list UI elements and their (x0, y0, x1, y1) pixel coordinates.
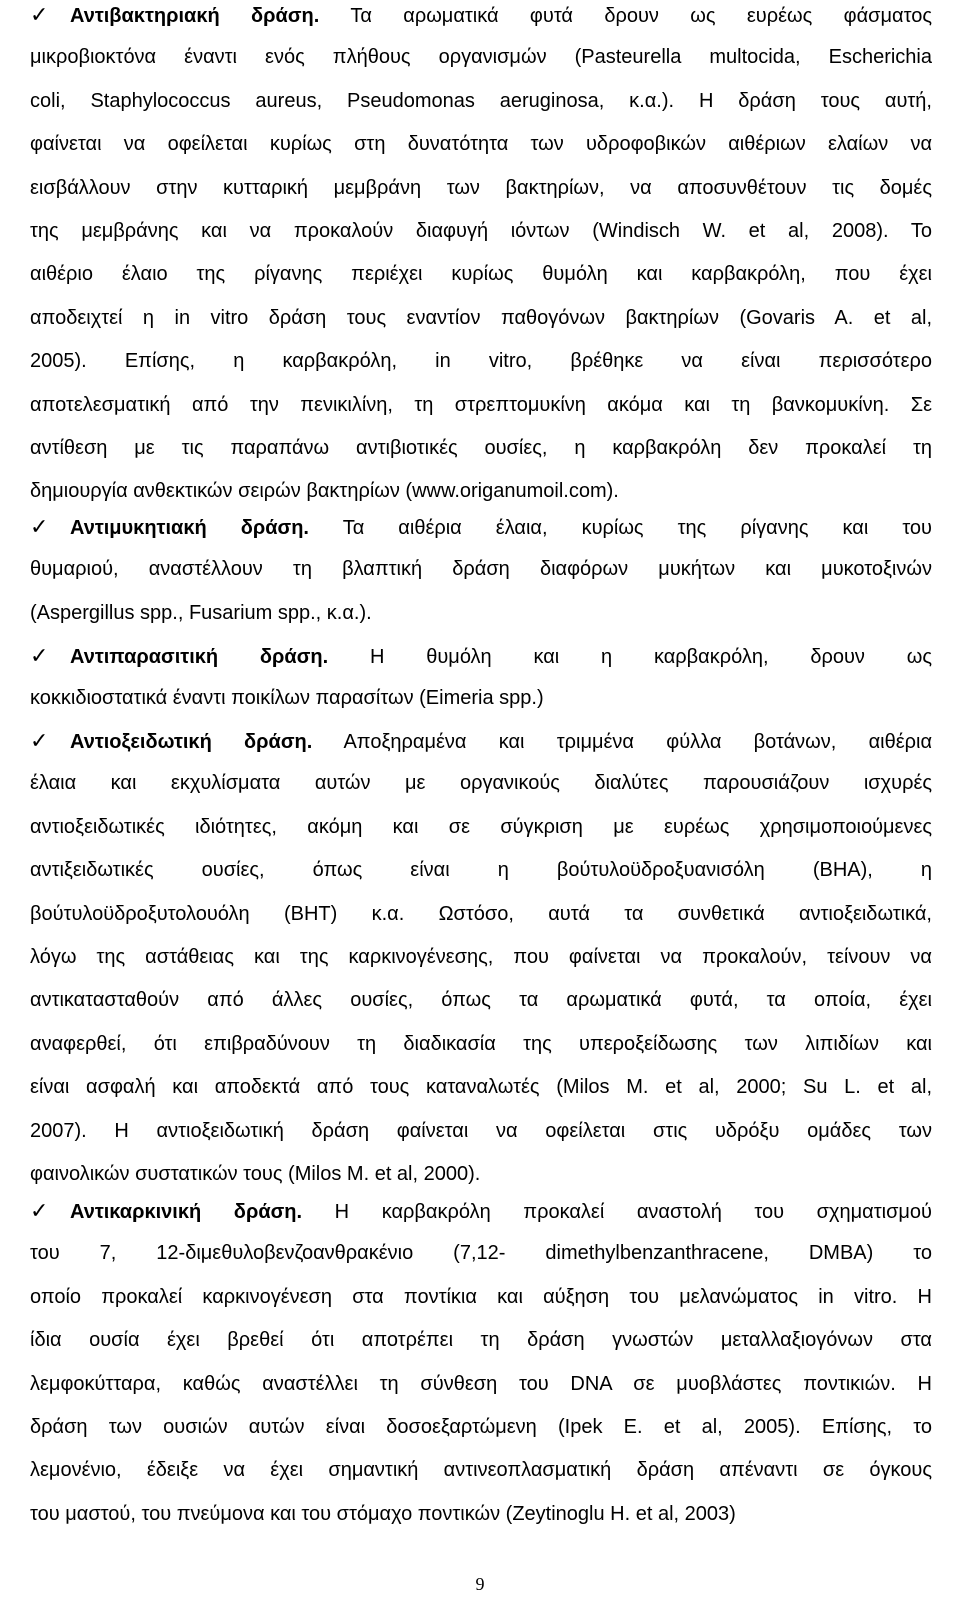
text-line: 2005). Επίσης, η καρβακρόλη, in vitro, βρέθηκε να είναι περισσότερο (30, 350, 932, 373)
text-line: ίδια ουσία έχει βρεθεί ότι αποτρέπει τη δράση γνωστών μεταλλαξιογόνων στα (30, 1329, 932, 1352)
check-mark-icon: ✓ (30, 643, 49, 668)
section-heading: Αντικαρκινική δράση. (70, 1201, 303, 1223)
text-line: θυμαριού, αναστέλλουν τη βλαπτική δράση διαφόρων μυκήτων και μυκοτοξινών (30, 558, 932, 581)
section-antiparasitic (30, 634, 932, 721)
text-line: δράση των ουσιών αυτών είναι δοσοεξαρτώμενη (Ipek E. et al, 2005). Επίσης, το (30, 1415, 932, 1438)
section-first-line: ✓ Αντιβακτηριακή δράση. Τα αρωματικά φυτά δρουν ως ευρέως φάσματος (30, 0, 932, 36)
text-line: αντιξειδωτικές ουσίες, όπως είναι η βούτυλοϋδροξυανισόλη (ΒΗΑ), η (30, 859, 932, 882)
section-antioxidant (30, 719, 932, 1196)
text-line: του 7, 12-διμεθυλοβενζοανθρακένιο (7,12- dimethylbenzanthracene, DMBA) το (30, 1242, 932, 1265)
text-line: εισβάλλουν στην κυτταρική μεμβράνη των βακτηρίων, να αποσυνθέτουν τις δομές (30, 176, 932, 199)
text-line: αιθέριο έλαιο της ρίγανης περιέχει κυρίως θυμόλη και καρβακρόλη, που έχει (30, 263, 932, 286)
section-first-line: ✓ Αντιοξειδωτική δράση. Αποξηραμένα και τριμμένα φύλλα βοτάνων, αιθέρια (30, 719, 932, 762)
text-line: μικροβιοκτόνα έναντι ενός πλήθους οργανισμών (Pasteurella multocida, Escherichia (30, 46, 932, 69)
section-first-line: ✓ Αντιπαρασιτική δράση. Η θυμόλη και η καρβακρόλη, δρουν ως (30, 634, 932, 677)
text-line: φαίνεται να οφείλεται κυρίως στη δυνατότητα των υδροφοβικών αιθέριων ελαίων να (30, 133, 932, 156)
text-line: λεμονένιο, έδειξε να έχει σημαντική αντινεοπλασματική δράση απέναντι σε όγκους (30, 1459, 932, 1482)
section-heading: Αντιπαρασιτική δράση. (70, 646, 329, 668)
text-line: έλαια και εκχυλίσματα αυτών με οργανικούς διαλύτες παρουσιάζουν ισχυρές (30, 772, 932, 795)
text-line: αποδειχτεί η in vitro δράση τους εναντίον παθογόνων βακτηρίων (Govaris A. et al, (30, 306, 932, 329)
page-number: 9 (475, 1574, 485, 1594)
section-first-line: ✓ Αντιμυκητιακή δράση. Τα αιθέρια έλαια, κυρίως της ρίγανης και του (30, 505, 932, 548)
text-line: λεμφοκύτταρα, καθώς αναστέλλει τη σύνθεση του DNA σε μυοβλάστες ποντικιών. Η (30, 1372, 932, 1395)
check-mark-icon: ✓ (30, 2, 49, 27)
text-line: οποίο προκαλεί καρκινογένεση στα ποντίκια και αύξηση του μελανώματος in vitro. Η (30, 1285, 932, 1308)
text-line: κοκκιδιοστατικά έναντι ποικίλων παρασίτων (Eimeria spp.) (30, 687, 544, 710)
section-first-line: ✓ Αντικαρκινική δράση. Η καρβακρόλη προκαλεί αναστολή του σχηματισμού (30, 1189, 932, 1232)
section-heading: Αντιβακτηριακή δράση. (70, 5, 320, 27)
text-line: του μαστού, του πνεύμονα και του στόμαχο ποντικών (Zeytinoglu H. et al, 2003) (30, 1502, 736, 1525)
section-heading: Αντιοξειδωτική δράση. (70, 731, 313, 753)
text-line: βούτυλοϋδροξυτολουόλη (ΒΗΤ) κ.α. Ωστόσο, αυτά τα συνθετικά αντιοξειδωτικά, (30, 902, 932, 925)
section-antibacterial (30, 0, 932, 514)
check-mark-icon: ✓ (30, 1198, 49, 1223)
section-anticancer (30, 1189, 932, 1536)
text-line: αναφερθεί, ότι επιβραδύνουν τη διαδικασία της υπεροξείδωσης των λιπιδίων και (30, 1032, 932, 1055)
section-antifungal (30, 505, 932, 635)
text-line: αποτελεσματική από την πενικιλίνη, τη στρεπτομυκίνη ακόμα και τη βανκομυκίνη. Σε (30, 393, 932, 416)
text-line: αντιοξειδωτικές ιδιότητες, ακόμη και σε σύγκριση με ευρέως χρησιμοποιούμενες (30, 815, 932, 838)
text-line: 2007). Η αντιοξειδωτική δράση φαίνεται να οφείλεται στις υδρόξυ ομάδες των (30, 1119, 932, 1142)
text-line: της μεμβράνης και να προκαλούν διαφυγή ιόντων (Windisch W. et al, 2008). Το (30, 219, 932, 242)
text-line: φαινολικών συστατικών τους (Milos M. et al, 2000). (30, 1162, 481, 1185)
check-mark-icon: ✓ (30, 728, 49, 753)
text-line: αντίθεση με τις παραπάνω αντιβιοτικές ουσίες, η καρβακρόλη δεν προκαλεί τη (30, 436, 932, 459)
text-line: coli, Staphylococcus aureus, Pseudomonas aeruginosa, κ.α.). Η δράση τους αυτή, (30, 89, 932, 112)
section-heading: Αντιμυκητιακή δράση. (70, 517, 309, 539)
check-mark-icon: ✓ (30, 514, 49, 539)
text-line: αντικατασταθούν από άλλες ουσίες, όπως τα αρωματικά φυτά, τα οποία, έχει (30, 989, 932, 1012)
text-line: (Aspergillus spp., Fusarium spp., κ.α.). (30, 601, 372, 624)
text-line: λόγω της αστάθειας και της καρκινογένεσης, που φαίνεται να προκαλούν, τείνουν να (30, 945, 932, 968)
text-line: είναι ασφαλή και αποδεκτά από τους καταναλωτές (Milos M. et al, 2000; Su L. et al, (30, 1076, 932, 1099)
text-line: δημιουργία ανθεκτικών σειρών βακτηρίων (www.origanumoil.com). (30, 480, 619, 503)
